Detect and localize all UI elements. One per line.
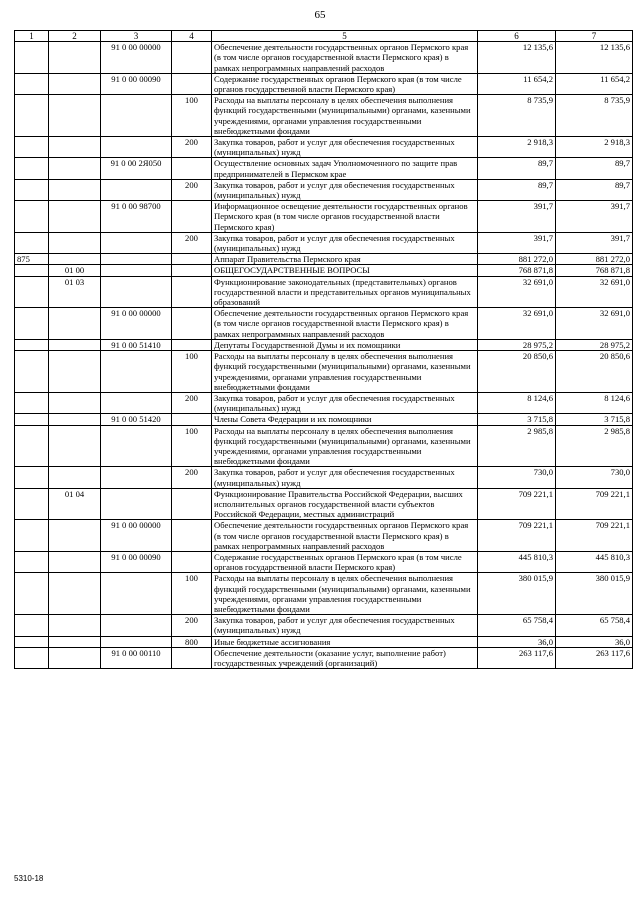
table-header-row	[15, 31, 633, 42]
cell-amount-1: 89,7	[478, 158, 556, 179]
table-row	[15, 73, 633, 94]
cell-expense-type: 100	[172, 425, 212, 467]
cell-amount-2: 89,7	[556, 158, 633, 179]
cell-expense-type: 100	[172, 351, 212, 393]
table-row	[15, 42, 633, 74]
footer-code: 5310-18	[14, 874, 44, 883]
cell-description: Обеспечение деятельности государственных органов Пермского края (в том числе органов государственной власти Пермского края) в рамках непрограммных направлений расходов	[212, 308, 478, 340]
cell-target-article	[101, 179, 172, 200]
cell-amount-2: 89,7	[556, 179, 633, 200]
cell-amount-1: 32 691,0	[478, 308, 556, 340]
cell-target-article: 91 0 00 00090	[101, 551, 172, 572]
table-row	[15, 425, 633, 467]
cell-department	[15, 95, 49, 137]
table-row	[15, 467, 633, 488]
cell-section: 01 03	[49, 276, 101, 308]
cell-description: Расходы на выплаты персоналу в целях обеспечения выполнения функций государственными (муниципальными) органами, казенными учреждениями, органами управления государственными внебюджетными фондами	[212, 95, 478, 137]
cell-target-article: 91 0 00 00090	[101, 73, 172, 94]
cell-expense-type	[172, 158, 212, 179]
cell-expense-type: 200	[172, 137, 212, 158]
cell-description: Информационное освещение деятельности государственных органов Пермского края (в том числе органов государственной власти Пермского края)	[212, 201, 478, 233]
table-row	[15, 265, 633, 276]
cell-description: Расходы на выплаты персоналу в целях обеспечения выполнения функций государственными (муниципальными) органами, казенными учреждениями, органами управления государственными внебюджетными фондами	[212, 351, 478, 393]
cell-department	[15, 158, 49, 179]
cell-amount-1: 2 985,8	[478, 425, 556, 467]
cell-amount-1: 391,7	[478, 201, 556, 233]
cell-amount-1: 11 654,2	[478, 73, 556, 94]
cell-section	[49, 636, 101, 647]
cell-department	[15, 392, 49, 413]
cell-department	[15, 573, 49, 615]
cell-amount-1: 20 850,6	[478, 351, 556, 393]
cell-amount-1: 881 272,0	[478, 254, 556, 265]
cell-target-article: 91 0 00 2Я050	[101, 158, 172, 179]
header-col-2: 2	[49, 31, 101, 42]
cell-description: Функционирование Правительства Российской Федерации, высших исполнительных органов государственной власти субъектов Российской Федерации, местных администраций	[212, 488, 478, 520]
cell-amount-2: 445 810,3	[556, 551, 633, 572]
table-row	[15, 647, 633, 668]
cell-section	[49, 158, 101, 179]
cell-section	[49, 467, 101, 488]
table-row	[15, 158, 633, 179]
cell-amount-2: 768 871,8	[556, 265, 633, 276]
cell-description: Закупка товаров, работ и услуг для обеспечения государственных (муниципальных) нужд	[212, 137, 478, 158]
cell-section: 01 04	[49, 488, 101, 520]
cell-section	[49, 615, 101, 636]
cell-department	[15, 551, 49, 572]
cell-amount-2: 709 221,1	[556, 488, 633, 520]
cell-amount-1: 36,0	[478, 636, 556, 647]
cell-amount-2: 20 850,6	[556, 351, 633, 393]
table-row	[15, 201, 633, 233]
cell-expense-type	[172, 488, 212, 520]
cell-amount-1: 32 691,0	[478, 276, 556, 308]
cell-section	[49, 254, 101, 265]
cell-amount-2: 391,7	[556, 201, 633, 233]
cell-target-article	[101, 137, 172, 158]
cell-amount-2: 65 758,4	[556, 615, 633, 636]
table-row	[15, 615, 633, 636]
cell-amount-2: 28 975,2	[556, 339, 633, 350]
cell-target-article	[101, 265, 172, 276]
cell-department	[15, 615, 49, 636]
cell-amount-2: 32 691,0	[556, 276, 633, 308]
page-number: 65	[314, 9, 326, 21]
cell-department	[15, 73, 49, 94]
table-row	[15, 520, 633, 552]
header-col-7: 7	[556, 31, 633, 42]
cell-description: Закупка товаров, работ и услуг для обеспечения государственных (муниципальных) нужд	[212, 467, 478, 488]
header-col-3: 3	[101, 31, 172, 42]
cell-department	[15, 520, 49, 552]
cell-department	[15, 351, 49, 393]
cell-description: Содержание государственных органов Пермского края (в том числе органов государственной власти Пермского края)	[212, 73, 478, 94]
cell-amount-1: 445 810,3	[478, 551, 556, 572]
cell-section	[49, 42, 101, 74]
cell-amount-2: 2 918,3	[556, 137, 633, 158]
table-row	[15, 636, 633, 647]
header-col-4: 4	[172, 31, 212, 42]
cell-target-article	[101, 488, 172, 520]
cell-section	[49, 308, 101, 340]
cell-expense-type: 200	[172, 179, 212, 200]
cell-expense-type	[172, 551, 212, 572]
cell-department	[15, 414, 49, 425]
cell-section	[49, 520, 101, 552]
table-row	[15, 392, 633, 413]
cell-amount-2: 881 272,0	[556, 254, 633, 265]
cell-section	[49, 201, 101, 233]
cell-amount-1: 730,0	[478, 467, 556, 488]
cell-amount-1: 709 221,1	[478, 488, 556, 520]
cell-amount-1: 709 221,1	[478, 520, 556, 552]
cell-amount-2: 263 117,6	[556, 647, 633, 668]
cell-department	[15, 339, 49, 350]
cell-department	[15, 467, 49, 488]
cell-amount-1: 28 975,2	[478, 339, 556, 350]
cell-target-article	[101, 425, 172, 467]
cell-expense-type	[172, 276, 212, 308]
cell-target-article	[101, 467, 172, 488]
cell-department	[15, 636, 49, 647]
cell-description: Члены Совета Федерации и их помощники	[212, 414, 478, 425]
cell-target-article: 91 0 00 00000	[101, 42, 172, 74]
cell-amount-1: 8 735,9	[478, 95, 556, 137]
header-col-5: 5	[212, 31, 478, 42]
cell-target-article	[101, 276, 172, 308]
budget-table	[14, 30, 633, 669]
cell-target-article: 91 0 00 51420	[101, 414, 172, 425]
cell-section	[49, 392, 101, 413]
cell-amount-2: 12 135,6	[556, 42, 633, 74]
cell-section	[49, 137, 101, 158]
cell-expense-type	[172, 201, 212, 233]
cell-section	[49, 339, 101, 350]
table-row	[15, 573, 633, 615]
cell-section	[49, 232, 101, 253]
cell-section	[49, 95, 101, 137]
cell-section	[49, 414, 101, 425]
cell-section	[49, 573, 101, 615]
cell-amount-2: 32 691,0	[556, 308, 633, 340]
table-row	[15, 137, 633, 158]
cell-amount-2: 2 985,8	[556, 425, 633, 467]
cell-target-article: 91 0 00 98700	[101, 201, 172, 233]
cell-description: Расходы на выплаты персоналу в целях обеспечения выполнения функций государственными (муниципальными) органами, казенными учреждениями, органами управления государственными внебюджетными фондами	[212, 425, 478, 467]
cell-expense-type	[172, 254, 212, 265]
cell-target-article	[101, 573, 172, 615]
cell-expense-type	[172, 265, 212, 276]
cell-description: Депутаты Государственной Думы и их помощники	[212, 339, 478, 350]
header-col-6: 6	[478, 31, 556, 42]
cell-department	[15, 488, 49, 520]
cell-description: Обеспечение деятельности (оказание услуг, выполнение работ) государственных учреждений (организаций)	[212, 647, 478, 668]
cell-section	[49, 551, 101, 572]
cell-expense-type	[172, 308, 212, 340]
cell-department	[15, 201, 49, 233]
table-row	[15, 339, 633, 350]
cell-description: Осуществление основных задач Уполномоченного по защите прав предпринимателей в Пермском крае	[212, 158, 478, 179]
cell-expense-type	[172, 73, 212, 94]
cell-target-article	[101, 636, 172, 647]
cell-section	[49, 351, 101, 393]
table-row	[15, 308, 633, 340]
cell-amount-2: 3 715,8	[556, 414, 633, 425]
cell-amount-2: 8 735,9	[556, 95, 633, 137]
cell-target-article	[101, 254, 172, 265]
cell-expense-type: 100	[172, 573, 212, 615]
cell-amount-1: 2 918,3	[478, 137, 556, 158]
cell-description: Закупка товаров, работ и услуг для обеспечения государственных (муниципальных) нужд	[212, 232, 478, 253]
cell-amount-1: 380 015,9	[478, 573, 556, 615]
cell-target-article: 91 0 00 00000	[101, 520, 172, 552]
table-row	[15, 232, 633, 253]
cell-department	[15, 265, 49, 276]
cell-section	[49, 179, 101, 200]
cell-department	[15, 647, 49, 668]
cell-target-article	[101, 95, 172, 137]
cell-description: Иные бюджетные ассигнования	[212, 636, 478, 647]
cell-expense-type	[172, 647, 212, 668]
cell-department	[15, 425, 49, 467]
table-row	[15, 351, 633, 393]
cell-section	[49, 425, 101, 467]
cell-section	[49, 647, 101, 668]
cell-department	[15, 276, 49, 308]
cell-amount-1: 768 871,8	[478, 265, 556, 276]
cell-description: Обеспечение деятельности государственных органов Пермского края (в том числе органов государственной власти Пермского края) в рамках непрограммных направлений расходов	[212, 42, 478, 74]
cell-amount-1: 89,7	[478, 179, 556, 200]
cell-description: Аппарат Правительства Пермского края	[212, 254, 478, 265]
cell-department	[15, 308, 49, 340]
cell-expense-type	[172, 339, 212, 350]
header-col-1: 1	[15, 31, 49, 42]
table-row	[15, 254, 633, 265]
cell-expense-type	[172, 520, 212, 552]
cell-amount-1: 391,7	[478, 232, 556, 253]
table-row	[15, 179, 633, 200]
cell-department: 875	[15, 254, 49, 265]
cell-expense-type: 200	[172, 392, 212, 413]
cell-section: 01 00	[49, 265, 101, 276]
cell-amount-2: 8 124,6	[556, 392, 633, 413]
table-row	[15, 276, 633, 308]
table-row	[15, 551, 633, 572]
cell-target-article: 91 0 00 00110	[101, 647, 172, 668]
cell-amount-2: 11 654,2	[556, 73, 633, 94]
cell-department	[15, 42, 49, 74]
cell-expense-type	[172, 414, 212, 425]
cell-expense-type: 100	[172, 95, 212, 137]
cell-description: Закупка товаров, работ и услуг для обеспечения государственных (муниципальных) нужд	[212, 179, 478, 200]
cell-amount-1: 263 117,6	[478, 647, 556, 668]
cell-target-article	[101, 615, 172, 636]
cell-amount-2: 730,0	[556, 467, 633, 488]
cell-amount-1: 3 715,8	[478, 414, 556, 425]
cell-description: Расходы на выплаты персоналу в целях обеспечения выполнения функций государственными (муниципальными) органами, казенными учреждениями, органами управления государственными внебюджетными фондами	[212, 573, 478, 615]
table-row	[15, 95, 633, 137]
cell-amount-1: 65 758,4	[478, 615, 556, 636]
cell-expense-type: 200	[172, 467, 212, 488]
cell-amount-2: 380 015,9	[556, 573, 633, 615]
cell-amount-2: 391,7	[556, 232, 633, 253]
cell-target-article	[101, 351, 172, 393]
cell-target-article	[101, 392, 172, 413]
cell-department	[15, 179, 49, 200]
cell-amount-2: 36,0	[556, 636, 633, 647]
cell-expense-type: 200	[172, 232, 212, 253]
cell-amount-2: 709 221,1	[556, 520, 633, 552]
cell-expense-type	[172, 42, 212, 74]
cell-description: Закупка товаров, работ и услуг для обеспечения государственных (муниципальных) нужд	[212, 392, 478, 413]
cell-target-article: 91 0 00 51410	[101, 339, 172, 350]
table-row	[15, 414, 633, 425]
cell-description: ОБЩЕГОСУДАРСТВЕННЫЕ ВОПРОСЫ	[212, 265, 478, 276]
cell-amount-1: 12 135,6	[478, 42, 556, 74]
cell-description: Закупка товаров, работ и услуг для обеспечения государственных (муниципальных) нужд	[212, 615, 478, 636]
cell-department	[15, 232, 49, 253]
cell-target-article: 91 0 00 00000	[101, 308, 172, 340]
cell-amount-1: 8 124,6	[478, 392, 556, 413]
cell-description: Содержание государственных органов Пермского края (в том числе органов государственной власти Пермского края)	[212, 551, 478, 572]
cell-expense-type: 200	[172, 615, 212, 636]
cell-department	[15, 137, 49, 158]
cell-description: Обеспечение деятельности государственных органов Пермского края (в том числе органов государственной власти Пермского края) в рамках непрограммных направлений расходов	[212, 520, 478, 552]
cell-description: Функционирование законодательных (представительных) органов государственной власти и представительных органов муниципальных образований	[212, 276, 478, 308]
cell-section	[49, 73, 101, 94]
cell-expense-type: 800	[172, 636, 212, 647]
cell-target-article	[101, 232, 172, 253]
table-row	[15, 488, 633, 520]
